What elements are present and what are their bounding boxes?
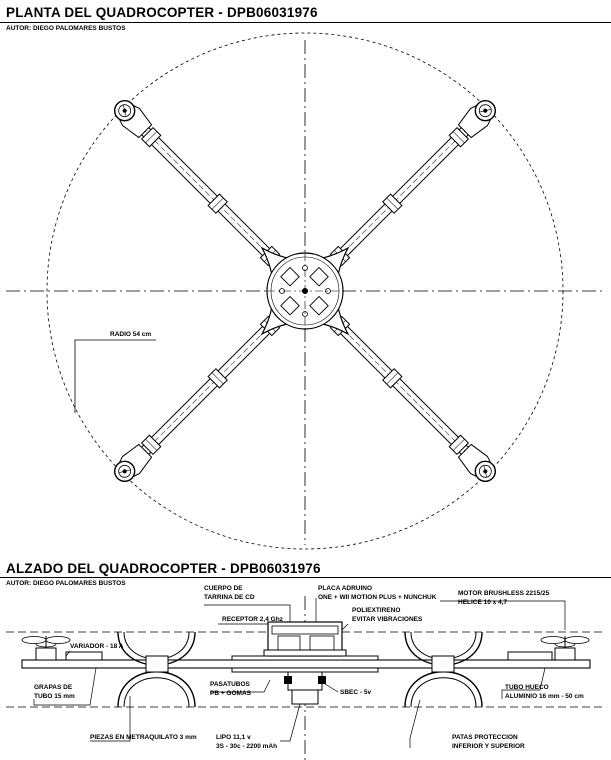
- elevation-title: ALZADO DEL QUADROCOPTER - DPB06031976: [6, 561, 321, 576]
- label-cuerpo-1: CUERPO DE: [204, 585, 243, 592]
- elevation-author: AUTOR: DIEGO PALOMARES BUSTOS: [6, 580, 126, 587]
- right-hoop-guards: [405, 632, 482, 707]
- label-patas-2: INFERIOR Y SUPERIOR: [452, 743, 525, 750]
- label-poli-2: EVITAR VIBRACIONES: [352, 616, 423, 623]
- label-patas-1: PATAS PROTECCION: [452, 734, 518, 741]
- left-hoop-guards: [118, 632, 195, 707]
- plan-title: PLANTA DEL QUADROCOPTER - DPB06031976: [6, 5, 318, 20]
- elevation-view: [6, 585, 605, 760]
- radius-label: RADIO 54 cm: [110, 331, 152, 338]
- radius-leader: [75, 340, 156, 413]
- label-pasatubos-1: PASATUBOS: [210, 681, 250, 688]
- label-receptor: RECEPTOR 2,4 Ghz: [222, 616, 283, 623]
- label-lipo-2: 3S - 30c - 2200 mAh: [216, 743, 278, 750]
- label-grapas-1: GRAPAS DE: [34, 684, 73, 691]
- label-lipo-1: LIPO 11,1 v: [216, 734, 251, 741]
- label-pasatubos-2: PB + GOMAS: [210, 690, 251, 697]
- elevation-arm-tube: [22, 660, 590, 668]
- label-cuerpo-2: TARRINA DE CD: [204, 594, 255, 601]
- label-motor-2: HELICE 10 x 4,7: [458, 599, 508, 606]
- label-poli-1: POLIEXTIRENO: [352, 607, 401, 614]
- label-tubo-2: ALUMINIO 16 mm - 50 cm: [505, 693, 584, 700]
- plan-author: AUTOR: DIEGO PALOMARES BUSTOS: [6, 25, 126, 32]
- label-placa-1: PLACA ADRUINO: [318, 585, 373, 592]
- label-sbec: SBEC - 5v: [340, 689, 372, 696]
- label-piezas: PIEZAS EN METRAQUILATO 3 mm: [90, 734, 197, 741]
- label-motor-1: MOTOR BRUSHLESS 2215/25: [458, 590, 550, 597]
- label-variador: VARIADOR - 18 A: [70, 643, 124, 650]
- right-motor: [508, 636, 589, 660]
- plan-view: [6, 33, 605, 549]
- label-grapas-2: TUBO 15 mm: [34, 693, 75, 700]
- label-placa-2: ONE + WII MOTION PLUS + NUNCHUK: [318, 594, 437, 601]
- label-tubo-1: TUBO HUECO: [505, 684, 549, 691]
